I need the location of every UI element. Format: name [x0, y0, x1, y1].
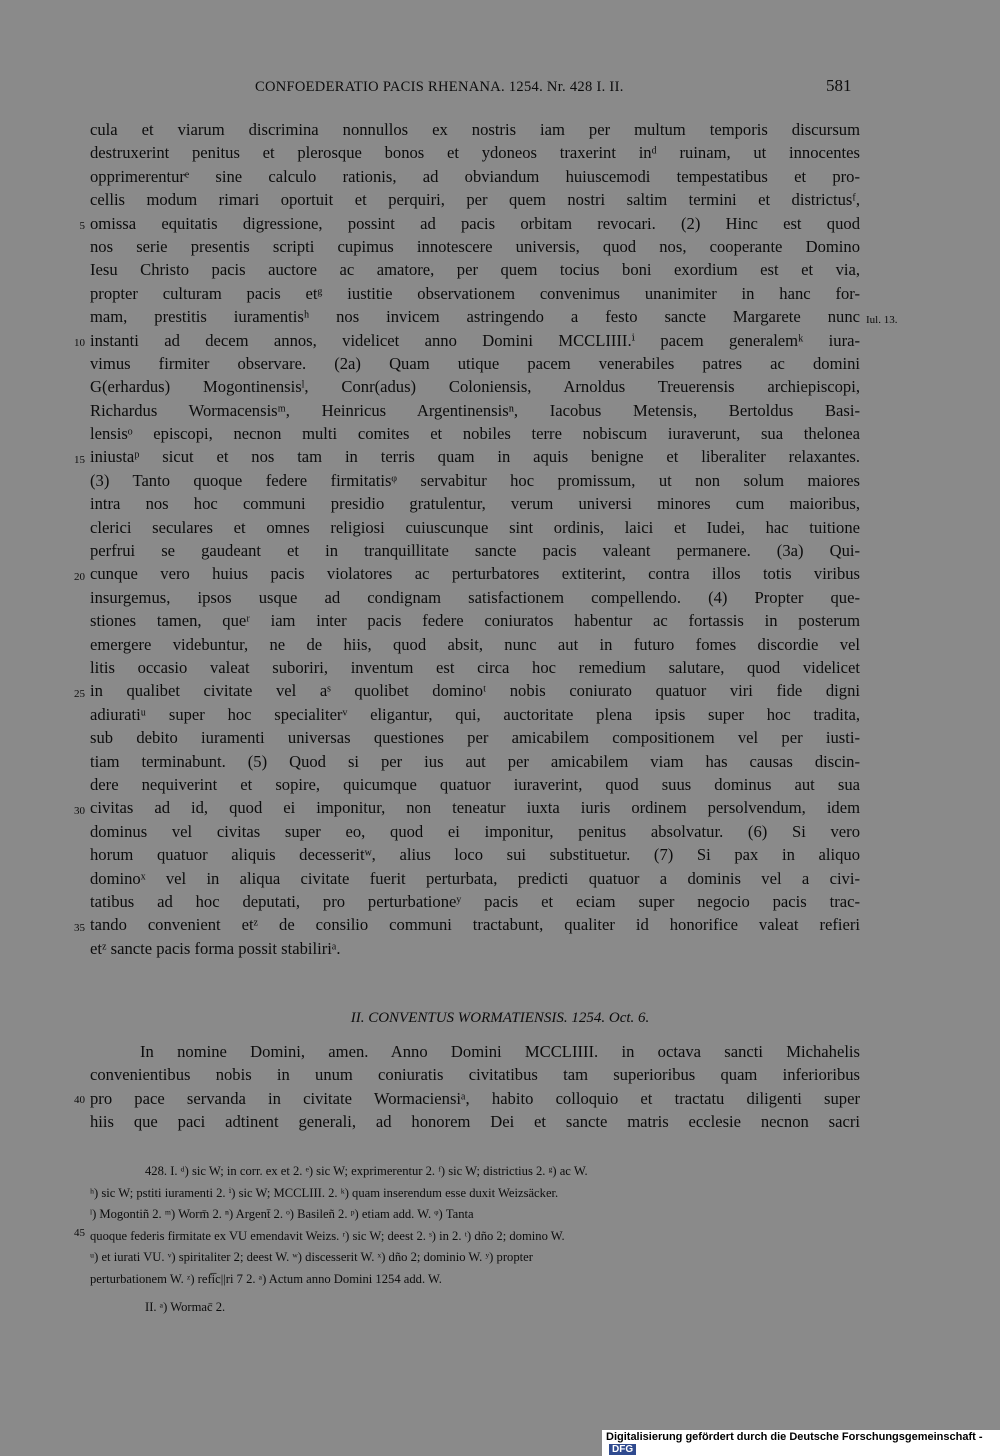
text-line: dere nequiverint et sopire, quicumque quatuor iuraverint, quod suus dominus aut sua: [90, 774, 860, 794]
text-line: insurgemus, ipsos usque ad condignam satisfactionem compellendo. (4) Propter que-: [90, 587, 860, 607]
text-line: vimus firmiter observare. (2a) Quam utique pacem venerabiles patres ac domini: [90, 353, 860, 373]
running-header: CONFOEDERATIO PACIS RHENANA. 1254. Nr. 428 I. II.: [255, 79, 624, 95]
text-line: (3) Tanto quoque federe firmitatisᵠ servabitur hoc promissum, ut non solum maiores: [90, 470, 860, 490]
text-line: clerici seculares et omnes religiosi cuiuscunque sint ordinis, laici et Iudei, hac tuitione: [90, 517, 860, 537]
page-number: 581: [826, 76, 852, 95]
text-line: convenientibus nobis in unum coniuratis civitatibus tam superioribus quam inferioribus: [90, 1065, 860, 1085]
text-line: instanti ad decem annos, videlicet anno Domini MCCLIIII.ⁱ pacem generalemᵏ iura-: [90, 330, 860, 350]
text-line: iniustaᵖ sicut et nos tam in terris quam in aquis benigne et liberaliter relaxantes.: [90, 447, 860, 467]
credit-text: Digitalisierung gefördert durch die Deutsche Forschungsgemeinschaft -: [606, 1431, 983, 1443]
line-number: 25: [74, 688, 85, 700]
text-line: dominoˣ vel in aliqua civitate fuerit perturbata, predicti quatuor a dominis vel a civi-: [90, 868, 860, 888]
line-number: 40: [74, 1094, 85, 1106]
text-line: hiis que paci adtinent generali, ad honorem Dei et sancte matris ecclesie necnon sacri: [90, 1112, 860, 1132]
text-line: horum quatuor aliquis decesseritʷ, alius loco sui substituetur. (7) Si pax in aliquo: [90, 845, 860, 865]
text-line: omissa equitatis digressione, possint ad pacis orbitam revocari. (2) Hinc est quod: [90, 213, 860, 233]
line-number: 20: [74, 571, 85, 583]
line-number: 10: [74, 337, 85, 349]
text-line: stiones tamen, queʳ iam inter pacis federe coniuratos habentur ac fortassis in posterum: [90, 611, 860, 631]
text-line: intra nos hoc communi presidio gratulentur, verum universi minores cum maioribus,: [90, 494, 860, 514]
second-text: [90, 1040, 860, 1134]
margin-date-note: Iul. 13.: [866, 314, 898, 326]
text-line: propter culturam pacis etᵍ iustitie observationem convenimus unanimiter in hanc for-: [90, 283, 860, 303]
digitization-credit: [602, 1430, 1000, 1456]
footnote-line: perturbationem W. ᶻ) refi̅c||ri 7 2. ᵃ) Actum anno Domini 1254 add. W.: [90, 1271, 442, 1286]
text-line: opprimerenturᵉ sine calculo rationis, ad obviandum huiuscemodi tempestatibus et pro-: [90, 166, 860, 186]
text-line: G(erhardus) Mogontinensisˡ, Conr(adus) Coloniensis, Arnoldus Treuerensis archiepiscopi,: [90, 377, 860, 397]
text-line: destruxerint penitus et plerosque bonos et ydoneos traxerint inᵈ ruinam, ut innocentes: [90, 143, 860, 163]
text-line: nos serie presentis scripti cupimus innotescere universis, quod nos, cooperante Domino: [90, 236, 860, 256]
text-line: cula et viarum discrimina nonnullos ex nostris iam per multum temporis discursum: [90, 120, 860, 139]
text-line: tatibus ad hoc deputati, pro perturbationeʸ pacis et eciam super negocio pacis trac-: [90, 891, 860, 911]
footnote-line: ˡ) Mogontiñ 2. ᵐ) Worm̄ 2. ⁿ) Argent̄ 2. ᵒ) Basileñ 2. ᵖ) etiam add. W. ᵠ) Tanta: [90, 1207, 474, 1221]
text-line: dominus vel civitas super eo, quod ei imponitur, penitus absolvatur. (6) Si vero: [90, 821, 860, 841]
line-number: 5: [79, 220, 85, 232]
text-line: in qualibet civitate vel aˢ quolibet dominoᵗ nobis coniurato quatuor viri fide digni: [90, 681, 860, 701]
footnote-line: ᵘ) et iurati VU. ᵛ) spiritaliter 2; deest W. ʷ) discesserit W. ˣ) dño 2; dominio W. ʸ) propter: [90, 1250, 533, 1264]
text-line: pro pace servanda in civitate Wormaciensiᵃ, habito colloquio et tractatu diligenti super: [90, 1088, 860, 1108]
text-line: Richardus Wormacensisᵐ, Heinricus Argentinensisⁿ, Iacobus Metensis, Bertoldus Basi-: [90, 400, 860, 420]
text-line: litis occasio valeat suboriri, inventum est circa hoc remedium salutare, quod videlicet: [90, 657, 860, 677]
text-line: sub debito iuramenti universas questiones per amicabilem compositionem vel per iusti-: [90, 728, 860, 748]
text-line: tando convenient etᶻ de consilio communi tractabunt, qualiter id honorifice valeat refieri: [90, 915, 860, 935]
text-line: In nomine Domini, amen. Anno Domini MCCLIIII. in octava sancti Michahelis: [140, 1042, 860, 1061]
text-line: civitas ad id, quod ei imponitur, non teneatur iuxta iuris ordinem persolvendum, idem: [90, 798, 860, 818]
footnote-line: quoque federis firmitate ex VU emendavit Weizs. ʳ) sic W; deest 2. ˢ) in 2. ᵗ) dño 2; domino W.: [90, 1228, 565, 1243]
text-line: adiuratiᵘ super hoc specialiterᵛ eligantur, qui, auctoritate plena ipsis super hoc tradita,: [90, 704, 860, 724]
text-line: mam, prestitis iuramentisʰ nos invicem astringendo a festo sancte Margarete nunc: [90, 307, 860, 327]
text-line: Iesu Christo pacis auctore ac amatore, per quem tocius boni exordium est et via,: [90, 260, 860, 280]
section-title: II. CONVENTUS WORMATIENSIS. 1254. Oct. 6.: [350, 1010, 650, 1026]
footnote-line: ʰ) sic W; pstiti iuramenti 2. ⁱ) sic W; MCCLIII. 2. ᵏ) quam inserendum esse duxit Weizsäcker.: [90, 1185, 559, 1200]
line-number: 45: [74, 1227, 85, 1239]
text-line: tiam terminabunt. (5) Quod si per ius aut per amicabilem viam has causas discin-: [90, 751, 860, 771]
main-text: [90, 118, 860, 960]
text-line: lensisᵒ episcopi, necnon multi comites et nobiles terre nobiscum iuraverunt, sua thelonea: [90, 424, 860, 444]
footnote-line: 428. I. ᵈ) sic W; in corr. ex et 2. ᵉ) sic W; exprimerentur 2. ᶠ) sic W; districtius 2. ᵍ) ac W.: [145, 1164, 588, 1178]
line-number: 30: [74, 805, 85, 817]
footnotes: [90, 1161, 862, 1290]
line-number: 35: [74, 922, 85, 934]
dfg-logo: DFG: [609, 1444, 636, 1455]
text-line: cunque vero huius pacis violatores ac perturbatores extiterint, contra illos totis viribus: [90, 564, 860, 584]
text-line: cellis modum rimari oportuit et perquiri, per quem nostri saltim termini et districtusᶠ,: [90, 190, 860, 210]
line-number: 15: [74, 454, 85, 466]
footnote-line: II. ᵃ) Wormac̄ 2.: [145, 1300, 226, 1314]
text-line: emergere videbuntur, ne de hiis, quod absit, nunc aut in futuro fomes discordie vel: [90, 634, 860, 654]
text-line: perfrui se gaudeant et in tranquillitate sancte pacis valeant permanere. (3a) Qui-: [90, 541, 860, 561]
text-line: etᶻ sancte pacis forma possit stabiliriᵃ.: [90, 938, 341, 958]
